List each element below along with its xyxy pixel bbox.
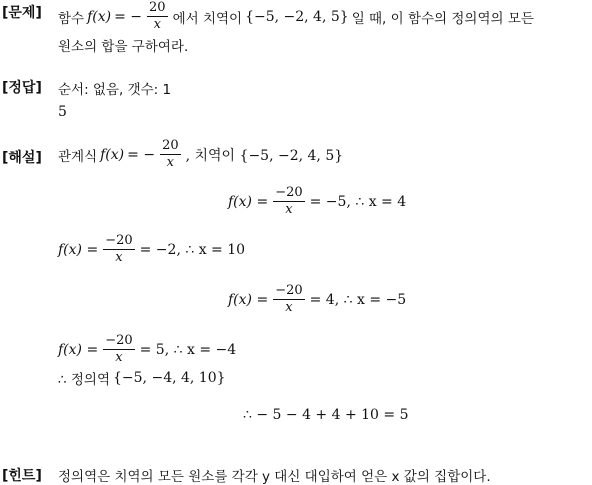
solution-intro <box>58 138 343 171</box>
solution-intro-fx: f(x) <box>100 146 125 163</box>
problem-eq: = − <box>114 8 143 25</box>
problem-fraction-den: x <box>153 17 161 32</box>
equation-4 <box>58 333 236 366</box>
solution-intro-fraction <box>160 138 181 171</box>
problem-line-2: 원소의 합을 구하여라. <box>58 39 189 55</box>
solution-intro-pre: 관계식 <box>58 148 98 165</box>
equation-3 <box>228 283 406 316</box>
problem-fx: f(x) <box>87 8 112 25</box>
sum-line: ∴ − 5 − 4 + 4 + 10 = 5 <box>243 407 409 423</box>
problem-text-post: 일 때, 이 함수의 정의역의 모든 <box>351 10 534 27</box>
hint-text: 정의역은 치역의 모든 원소를 각각 y 대신 대입하여 얻은 x 값의 집합이다. <box>58 469 491 485</box>
solution-intro-eq: = − <box>127 146 156 163</box>
problem-tag: [문제] <box>2 5 42 21</box>
eq1-den: x <box>285 202 293 217</box>
eq1-fraction <box>273 185 304 218</box>
problem-text-mid: 에서 치역이 <box>172 10 243 27</box>
eq4-lhs: f(x) = <box>58 341 99 358</box>
eq2-den: x <box>115 250 123 265</box>
eq3-lhs: f(x) = <box>228 291 269 308</box>
domain-line <box>58 368 226 388</box>
solution-intro-num: 20 <box>162 138 179 153</box>
eq4-rhs: = 5, ∴ x = −4 <box>139 341 237 358</box>
eq2-lhs: f(x) = <box>58 241 99 258</box>
answer-tag: [정답] <box>2 80 42 96</box>
solution-intro-post: , 치역이 {−5, −2, 4, 5} <box>185 147 344 164</box>
eq4-num: −20 <box>105 333 133 348</box>
eq4-fraction <box>103 333 134 366</box>
eq4-den: x <box>115 350 123 365</box>
problem-line-1 <box>58 0 534 33</box>
eq3-rhs: = 4, ∴ x = −5 <box>309 291 407 308</box>
eq3-fraction <box>273 283 304 316</box>
problem-text-pre: 함수 <box>58 10 85 27</box>
eq3-den: x <box>285 300 293 315</box>
eq2-num: −20 <box>105 233 133 248</box>
eq2-fraction <box>103 233 134 266</box>
domain-prefix: ∴ 정의역 <box>58 372 111 388</box>
equation-1 <box>228 185 406 218</box>
eq3-num: −20 <box>275 283 303 298</box>
solution-tag: [해설] <box>2 150 42 166</box>
problem-fraction <box>147 0 168 33</box>
equation-2 <box>58 233 245 266</box>
problem-range-set: {−5, −2, 4, 5} <box>245 8 349 25</box>
answer-line-1: 순서: 없음, 갯수: 1 <box>58 82 172 98</box>
answer-line-2: 5 <box>58 104 67 120</box>
hint-tag: [힌트] <box>2 468 42 484</box>
eq2-rhs: = −2, ∴ x = 10 <box>139 241 246 258</box>
problem-fraction-num: 20 <box>149 0 166 15</box>
domain-set: {−5, −4, 4, 10} <box>113 370 226 386</box>
eq1-rhs: = −5, ∴ x = 4 <box>309 193 407 210</box>
solution-intro-den: x <box>166 155 174 170</box>
eq1-lhs: f(x) = <box>228 193 269 210</box>
eq1-num: −20 <box>275 185 303 200</box>
